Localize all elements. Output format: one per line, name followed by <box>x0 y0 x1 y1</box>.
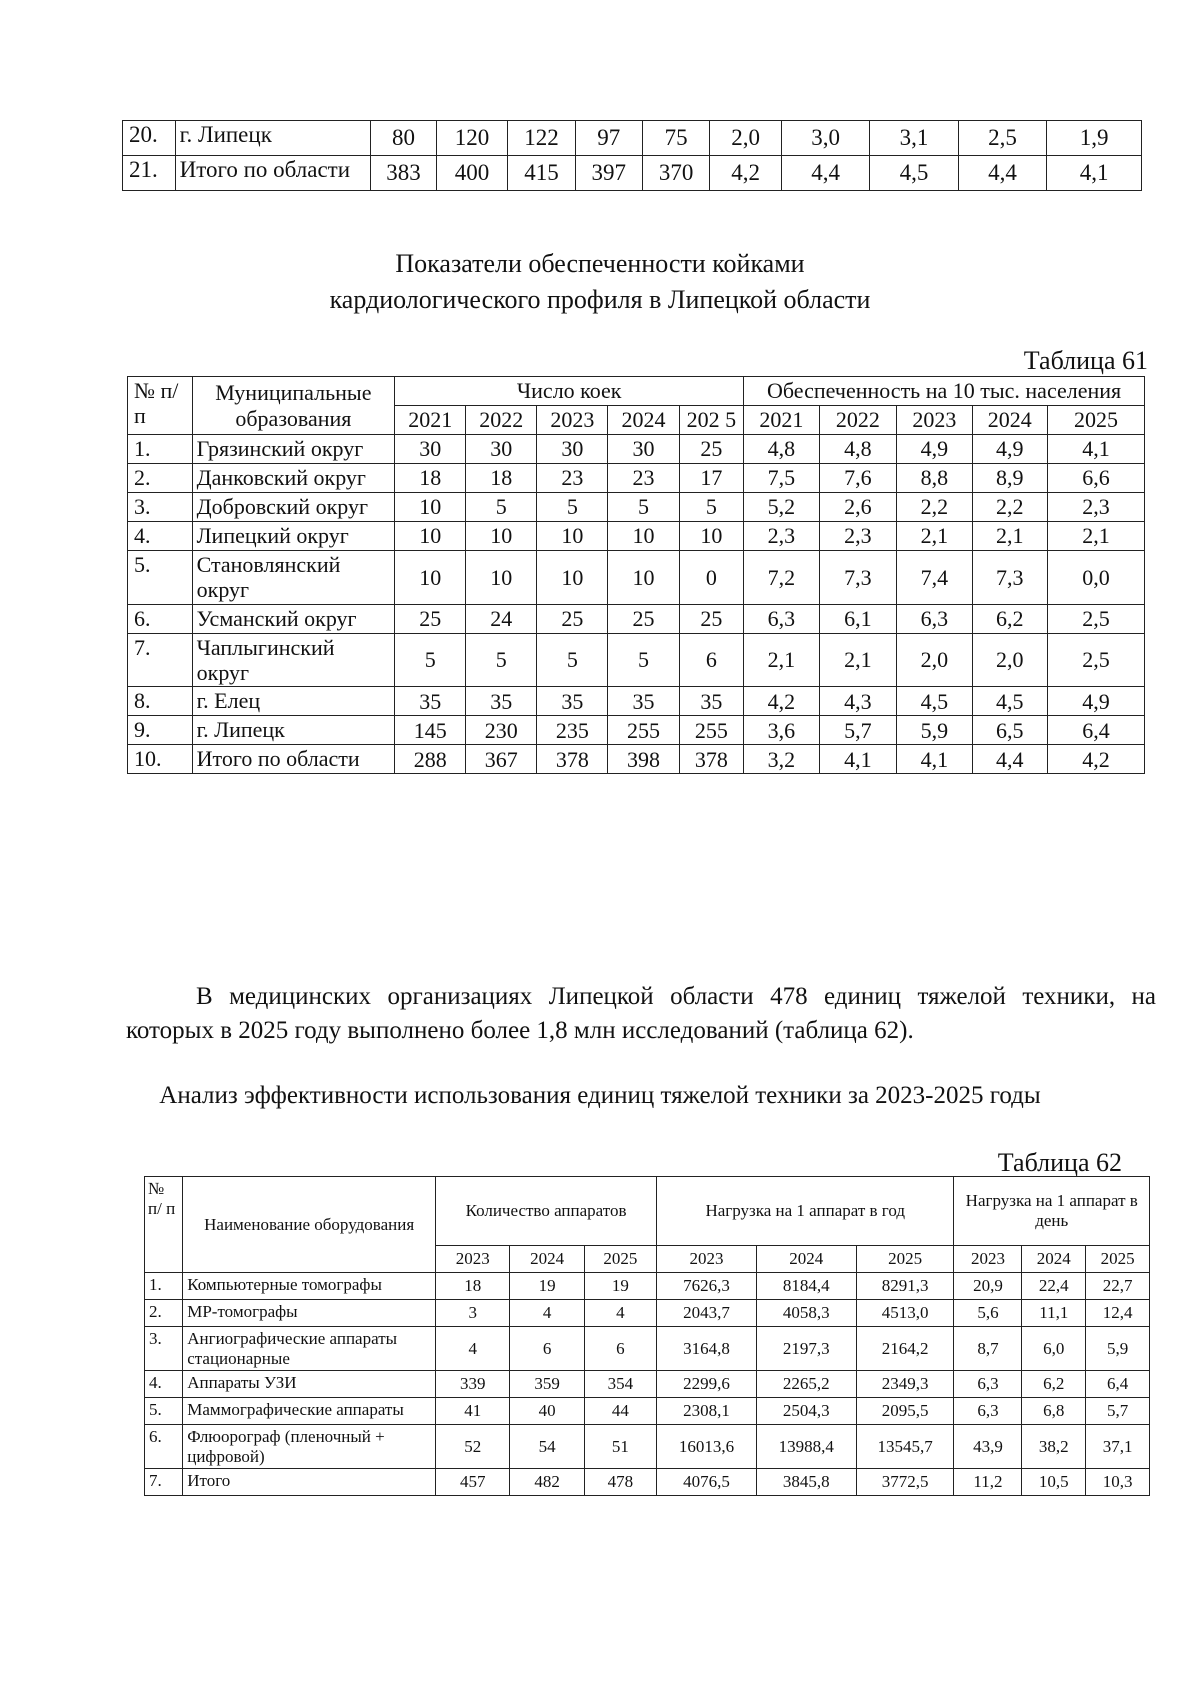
value-cell: 6,5 <box>972 716 1047 745</box>
value-cell: 8,9 <box>972 464 1047 493</box>
value-cell: 5,6 <box>954 1300 1022 1327</box>
year-header-supply: 2022 <box>819 406 897 435</box>
value-cell: 4,4 <box>972 745 1047 774</box>
year-header-beds: 2022 <box>466 406 537 435</box>
value-cell: 2,5 <box>958 121 1046 156</box>
value-cell: 10,5 <box>1022 1469 1086 1496</box>
value-cell: 2,1 <box>1047 522 1144 551</box>
value-cell: 22,7 <box>1086 1273 1150 1300</box>
value-cell: 2,5 <box>1047 604 1144 633</box>
value-cell: 38,2 <box>1022 1425 1086 1469</box>
row-number: 8. <box>128 687 193 716</box>
row-number: 3. <box>145 1327 183 1371</box>
value-cell: 2,2 <box>972 493 1047 522</box>
value-cell: 10 <box>679 522 744 551</box>
value-cell: 2,0 <box>710 121 782 156</box>
year-header-supply: 2024 <box>972 406 1047 435</box>
value-cell: 255 <box>608 716 679 745</box>
value-cell: 2,0 <box>897 633 972 687</box>
value-cell: 3164,8 <box>657 1327 757 1371</box>
value-cell: 255 <box>679 716 744 745</box>
value-cell: 4,1 <box>1047 435 1144 464</box>
row-number: 4. <box>145 1371 183 1398</box>
value-cell: 5,9 <box>897 716 972 745</box>
value-cell: 4,2 <box>710 156 782 191</box>
header-equipment: Наименование оборудования <box>183 1177 436 1273</box>
value-cell: 2043,7 <box>657 1300 757 1327</box>
year-header: 2024 <box>756 1246 856 1273</box>
row-number: 1. <box>128 435 193 464</box>
value-cell: 6,2 <box>972 604 1047 633</box>
value-cell: 18 <box>436 1273 510 1300</box>
value-cell: 8291,3 <box>856 1273 954 1300</box>
value-cell: 54 <box>510 1425 584 1469</box>
value-cell: 2504,3 <box>756 1398 856 1425</box>
row-number: 2. <box>145 1300 183 1327</box>
row-name: Липецкий округ <box>192 522 395 551</box>
table-row <box>128 604 1145 633</box>
value-cell: 4,8 <box>744 435 819 464</box>
value-cell: 20,9 <box>954 1273 1022 1300</box>
value-cell: 23 <box>537 464 608 493</box>
value-cell: 25 <box>395 604 466 633</box>
value-cell: 30 <box>395 435 466 464</box>
value-cell: 8184,4 <box>756 1273 856 1300</box>
value-cell: 4,8 <box>819 435 897 464</box>
value-cell: 359 <box>510 1371 584 1398</box>
value-cell: 7,2 <box>744 551 819 605</box>
value-cell: 4,4 <box>781 156 869 191</box>
value-cell: 35 <box>679 687 744 716</box>
value-cell: 5 <box>608 493 679 522</box>
value-cell: 288 <box>395 745 466 774</box>
value-cell: 43,9 <box>954 1425 1022 1469</box>
value-cell: 367 <box>466 745 537 774</box>
value-cell: 8,7 <box>954 1327 1022 1371</box>
value-cell: 3,1 <box>870 121 958 156</box>
value-cell: 17 <box>679 464 744 493</box>
value-cell: 3845,8 <box>756 1469 856 1496</box>
value-cell: 7,4 <box>897 551 972 605</box>
row-name: Маммографические аппараты <box>183 1398 436 1425</box>
value-cell: 2095,5 <box>856 1398 954 1425</box>
value-cell: 4076,5 <box>657 1469 757 1496</box>
value-cell: 2,3 <box>744 522 819 551</box>
value-cell: 3,2 <box>744 745 819 774</box>
value-cell: 398 <box>608 745 679 774</box>
year-header-beds: 2023 <box>537 406 608 435</box>
value-cell: 4,1 <box>819 745 897 774</box>
row-number: 1. <box>145 1273 183 1300</box>
value-cell: 24 <box>466 604 537 633</box>
value-cell: 51 <box>584 1425 656 1469</box>
value-cell: 235 <box>537 716 608 745</box>
row-name: Итого <box>183 1469 436 1496</box>
value-cell: 3,6 <box>744 716 819 745</box>
row-number: 20. <box>123 121 176 156</box>
value-cell: 19 <box>584 1273 656 1300</box>
value-cell: 1,9 <box>1047 121 1142 156</box>
value-cell: 35 <box>608 687 679 716</box>
title-line-1: Показатели обеспеченности койками <box>395 249 805 278</box>
header-municipality: Муниципальные образования <box>192 377 395 435</box>
row-name: Становлянский округ <box>192 551 395 605</box>
value-cell: 5 <box>608 633 679 687</box>
header-count: Количество аппаратов <box>436 1177 657 1246</box>
table-row <box>145 1398 1150 1425</box>
year-header: 2025 <box>584 1246 656 1273</box>
value-cell: 230 <box>466 716 537 745</box>
value-cell: 6,3 <box>954 1371 1022 1398</box>
value-cell: 5,2 <box>744 493 819 522</box>
row-name: г. Липецк <box>192 716 395 745</box>
value-cell: 5,7 <box>819 716 897 745</box>
value-cell: 4058,3 <box>756 1300 856 1327</box>
year-header: 2023 <box>436 1246 510 1273</box>
value-cell: 10 <box>395 522 466 551</box>
value-cell: 6,2 <box>1022 1371 1086 1398</box>
row-number: 6. <box>128 604 193 633</box>
value-cell: 35 <box>537 687 608 716</box>
value-cell: 2308,1 <box>657 1398 757 1425</box>
value-cell: 4,9 <box>1047 687 1144 716</box>
row-name: Компьютерные томографы <box>183 1273 436 1300</box>
value-cell: 13545,7 <box>856 1425 954 1469</box>
table-row <box>128 551 1145 605</box>
value-cell: 6 <box>584 1327 656 1371</box>
value-cell: 4,5 <box>897 687 972 716</box>
row-number: 9. <box>128 716 193 745</box>
value-cell: 4513,0 <box>856 1300 954 1327</box>
value-cell: 397 <box>575 156 642 191</box>
value-cell: 6,4 <box>1047 716 1144 745</box>
year-header-supply: 2025 <box>1047 406 1144 435</box>
value-cell: 10,3 <box>1086 1469 1150 1496</box>
value-cell: 10 <box>395 551 466 605</box>
value-cell: 339 <box>436 1371 510 1398</box>
row-name: Итого по области <box>192 745 395 774</box>
value-cell: 2,1 <box>897 522 972 551</box>
value-cell: 41 <box>436 1398 510 1425</box>
value-cell: 10 <box>466 551 537 605</box>
table-62 <box>144 1176 1150 1496</box>
value-cell: 145 <box>395 716 466 745</box>
row-number: 3. <box>128 493 193 522</box>
row-name: Аппараты УЗИ <box>183 1371 436 1398</box>
value-cell: 2349,3 <box>856 1371 954 1398</box>
row-name: Грязинский округ <box>192 435 395 464</box>
row-number: 6. <box>145 1425 183 1469</box>
year-header: 2024 <box>510 1246 584 1273</box>
table-row <box>128 522 1145 551</box>
value-cell: 6,6 <box>1047 464 1144 493</box>
value-cell: 4,1 <box>897 745 972 774</box>
value-cell: 378 <box>537 745 608 774</box>
value-cell: 4,4 <box>958 156 1046 191</box>
value-cell: 75 <box>642 121 709 156</box>
table-row <box>128 687 1145 716</box>
table-row <box>128 435 1145 464</box>
value-cell: 5 <box>537 493 608 522</box>
value-cell: 10 <box>608 551 679 605</box>
value-cell: 6,8 <box>1022 1398 1086 1425</box>
table-row <box>145 1300 1150 1327</box>
value-cell: 415 <box>508 156 575 191</box>
value-cell: 4,2 <box>744 687 819 716</box>
value-cell: 0 <box>679 551 744 605</box>
table-61 <box>127 376 1145 774</box>
table-row <box>145 1371 1150 1398</box>
year-header-beds: 2021 <box>395 406 466 435</box>
value-cell: 6 <box>679 633 744 687</box>
value-cell: 22,4 <box>1022 1273 1086 1300</box>
value-cell: 2299,6 <box>657 1371 757 1398</box>
value-cell: 4 <box>584 1300 656 1327</box>
value-cell: 18 <box>395 464 466 493</box>
table-60-continuation <box>122 120 1142 191</box>
value-cell: 8,8 <box>897 464 972 493</box>
value-cell: 2,2 <box>897 493 972 522</box>
row-number: 5. <box>128 551 193 605</box>
value-cell: 370 <box>642 156 709 191</box>
value-cell: 35 <box>466 687 537 716</box>
body-paragraph: В медицинских организациях Липецкой области 478 единиц тяжелой техники, на которых в 2025 году выполнено более 1,8 млн исследований (таблица 62). <box>126 983 1156 1044</box>
table-row <box>145 1273 1150 1300</box>
value-cell: 0,0 <box>1047 551 1144 605</box>
value-cell: 122 <box>508 121 575 156</box>
year-header-supply: 2021 <box>744 406 819 435</box>
value-cell: 44 <box>584 1398 656 1425</box>
year-header: 2025 <box>856 1246 954 1273</box>
year-header-supply: 2023 <box>897 406 972 435</box>
value-cell: 383 <box>371 156 436 191</box>
value-cell: 400 <box>436 156 508 191</box>
value-cell: 23 <box>608 464 679 493</box>
value-cell: 6,0 <box>1022 1327 1086 1371</box>
value-cell: 4,9 <box>897 435 972 464</box>
table-row <box>145 1327 1150 1371</box>
row-name: Ангиографические аппараты стационарные <box>183 1327 436 1371</box>
table-row <box>145 1425 1150 1469</box>
row-name: Усманский округ <box>192 604 395 633</box>
year-header-beds: 2024 <box>608 406 679 435</box>
row-number: 7. <box>145 1469 183 1496</box>
header-no: № п/ п <box>145 1177 183 1273</box>
value-cell: 12,4 <box>1086 1300 1150 1327</box>
value-cell: 6,3 <box>744 604 819 633</box>
row-number: 5. <box>145 1398 183 1425</box>
value-cell: 52 <box>436 1425 510 1469</box>
year-header: 2025 <box>1086 1246 1150 1273</box>
row-number: 21. <box>123 156 176 191</box>
value-cell: 10 <box>537 522 608 551</box>
value-cell: 4,9 <box>972 435 1047 464</box>
value-cell: 2164,2 <box>856 1327 954 1371</box>
value-cell: 3,0 <box>781 121 869 156</box>
value-cell: 7626,3 <box>657 1273 757 1300</box>
row-number: 7. <box>128 633 193 687</box>
value-cell: 25 <box>537 604 608 633</box>
value-cell: 35 <box>395 687 466 716</box>
header-beds: Число коек <box>395 377 744 406</box>
value-cell: 30 <box>608 435 679 464</box>
value-cell: 7,3 <box>972 551 1047 605</box>
value-cell: 457 <box>436 1469 510 1496</box>
value-cell: 10 <box>608 522 679 551</box>
value-cell: 4 <box>436 1327 510 1371</box>
value-cell: 2,0 <box>972 633 1047 687</box>
value-cell: 3772,5 <box>856 1469 954 1496</box>
value-cell: 2197,3 <box>756 1327 856 1371</box>
value-cell: 5,9 <box>1086 1327 1150 1371</box>
value-cell: 6,3 <box>897 604 972 633</box>
header-supply: Обеспеченность на 10 тыс. населения <box>744 377 1145 406</box>
table-row <box>128 493 1145 522</box>
value-cell: 18 <box>466 464 537 493</box>
value-cell: 30 <box>466 435 537 464</box>
value-cell: 11,1 <box>1022 1300 1086 1327</box>
value-cell: 25 <box>679 604 744 633</box>
row-number: 2. <box>128 464 193 493</box>
row-name: Чаплыгинский округ <box>192 633 395 687</box>
value-cell: 6 <box>510 1327 584 1371</box>
value-cell: 2,6 <box>819 493 897 522</box>
value-cell: 4,3 <box>819 687 897 716</box>
value-cell: 378 <box>679 745 744 774</box>
value-cell: 4,1 <box>1047 156 1142 191</box>
table-62-number: Таблица 62 <box>997 1148 1122 1177</box>
value-cell: 13988,4 <box>756 1425 856 1469</box>
value-cell: 354 <box>584 1371 656 1398</box>
year-header: 2023 <box>954 1246 1022 1273</box>
value-cell: 5 <box>537 633 608 687</box>
value-cell: 2,1 <box>972 522 1047 551</box>
value-cell: 25 <box>679 435 744 464</box>
value-cell: 5,7 <box>1086 1398 1150 1425</box>
value-cell: 19 <box>510 1273 584 1300</box>
value-cell: 478 <box>584 1469 656 1496</box>
header-load-day: Нагрузка на 1 аппарат в день <box>954 1177 1150 1246</box>
table-row <box>128 464 1145 493</box>
value-cell: 2,3 <box>1047 493 1144 522</box>
value-cell: 2265,2 <box>756 1371 856 1398</box>
row-name: МР-томографы <box>183 1300 436 1327</box>
value-cell: 37,1 <box>1086 1425 1150 1469</box>
table-61-number: Таблица 61 <box>1023 346 1148 375</box>
value-cell: 2,3 <box>819 522 897 551</box>
value-cell: 5 <box>466 493 537 522</box>
value-cell: 11,2 <box>954 1469 1022 1496</box>
table-62-title: Анализ эффективности использования единиц тяжелой техники за 2023-2025 годы <box>159 1082 1041 1109</box>
value-cell: 4,2 <box>1047 745 1144 774</box>
row-number: 10. <box>128 745 193 774</box>
year-header-beds: 202 5 <box>679 406 744 435</box>
value-cell: 5 <box>395 633 466 687</box>
value-cell: 10 <box>466 522 537 551</box>
title-line-2: кардиологического профиля в Липецкой области <box>329 285 871 314</box>
value-cell: 16013,6 <box>657 1425 757 1469</box>
value-cell: 482 <box>510 1469 584 1496</box>
row-name: г. Липецк <box>175 121 371 156</box>
value-cell: 4 <box>510 1300 584 1327</box>
row-name: г. Елец <box>192 687 395 716</box>
year-header: 2023 <box>657 1246 757 1273</box>
value-cell: 25 <box>608 604 679 633</box>
row-number: 4. <box>128 522 193 551</box>
table-row <box>128 633 1145 687</box>
value-cell: 6,3 <box>954 1398 1022 1425</box>
value-cell: 120 <box>436 121 508 156</box>
value-cell: 2,1 <box>744 633 819 687</box>
value-cell: 10 <box>395 493 466 522</box>
value-cell: 40 <box>510 1398 584 1425</box>
row-name: Добровский округ <box>192 493 395 522</box>
value-cell: 5 <box>679 493 744 522</box>
header-no: № п/п <box>128 377 193 435</box>
table-row <box>123 156 1142 191</box>
value-cell: 3 <box>436 1300 510 1327</box>
value-cell: 5 <box>466 633 537 687</box>
value-cell: 7,5 <box>744 464 819 493</box>
value-cell: 7,6 <box>819 464 897 493</box>
value-cell: 2,5 <box>1047 633 1144 687</box>
value-cell: 6,4 <box>1086 1371 1150 1398</box>
value-cell: 80 <box>371 121 436 156</box>
value-cell: 97 <box>575 121 642 156</box>
year-header: 2024 <box>1022 1246 1086 1273</box>
table-row <box>123 121 1142 156</box>
header-load-year: Нагрузка на 1 аппарат в год <box>657 1177 954 1246</box>
table-61-title <box>0 246 1200 318</box>
value-cell: 4,5 <box>870 156 958 191</box>
table-row <box>128 745 1145 774</box>
row-name: Итого по области <box>175 156 371 191</box>
value-cell: 2,1 <box>819 633 897 687</box>
value-cell: 30 <box>537 435 608 464</box>
row-name: Данковский округ <box>192 464 395 493</box>
value-cell: 4,5 <box>972 687 1047 716</box>
row-name: Флюорограф (пленочный + цифровой) <box>183 1425 436 1469</box>
table-row <box>145 1469 1150 1496</box>
value-cell: 6,1 <box>819 604 897 633</box>
value-cell: 10 <box>537 551 608 605</box>
value-cell: 7,3 <box>819 551 897 605</box>
table-row <box>128 716 1145 745</box>
